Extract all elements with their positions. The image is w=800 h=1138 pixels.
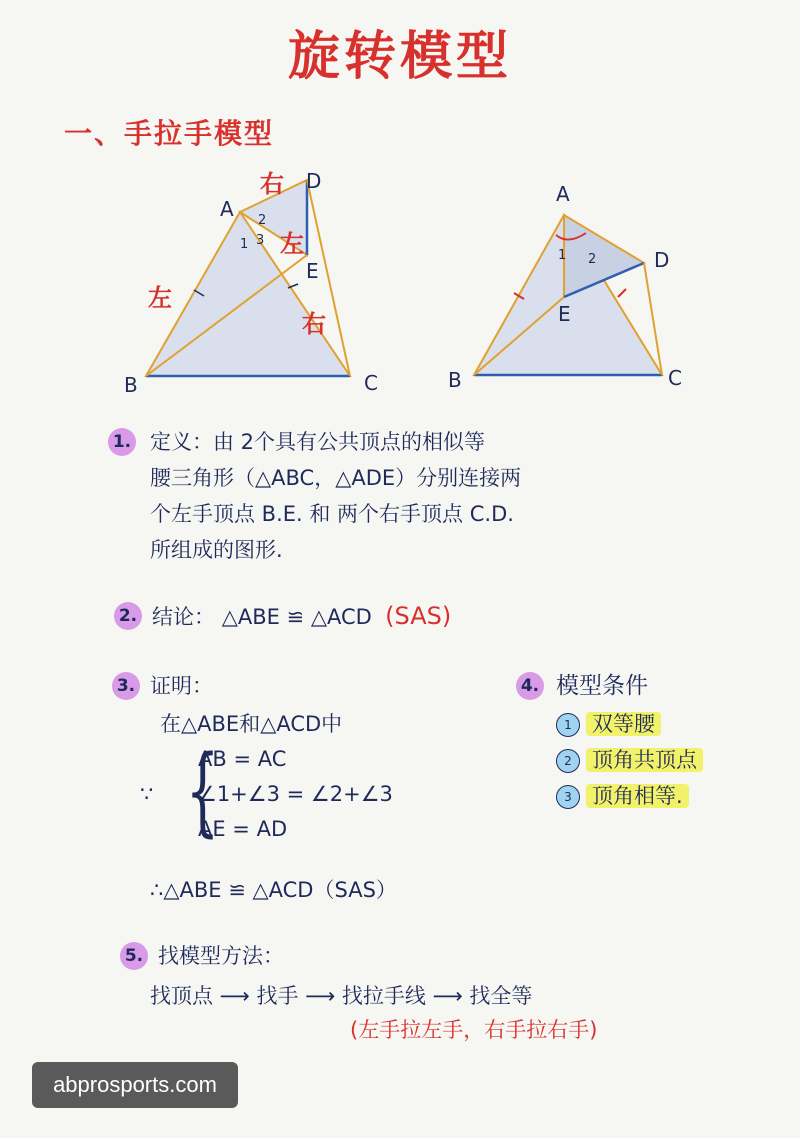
proof-line-1: AB = AC	[198, 747, 287, 771]
conditions-badge: 4.	[516, 672, 544, 700]
left-note-right-mid: 右	[302, 310, 326, 338]
proof-brace: {	[185, 735, 220, 847]
definition-line-1: 由 2个具有公共顶点的相似等	[213, 430, 486, 454]
method-badge: 5.	[120, 942, 148, 970]
condition-item-1	[556, 712, 661, 736]
watermark-badge: abprosports.com	[32, 1062, 238, 1108]
left-label-e: E	[306, 259, 319, 283]
proof-badge: 3.	[112, 672, 140, 700]
left-label-c: C	[364, 371, 378, 395]
condition-text-3: 顶角相等.	[586, 784, 689, 808]
left-note-left-mid: 左	[280, 230, 304, 258]
conclusion-text: △ABE ≌ △ACD	[221, 605, 372, 629]
conclusion-block	[152, 598, 451, 635]
conclusion-note: (SAS)	[385, 602, 452, 630]
proof-line-3: AE = AD	[198, 817, 288, 841]
definition-line-2: 腰三角形（△ABC，△ADE）分别连接两	[150, 466, 522, 490]
definition-block	[150, 424, 750, 568]
conditions-label: 模型条件	[556, 673, 648, 699]
right-label-e: E	[558, 302, 571, 326]
right-label-a: A	[556, 182, 570, 206]
proof-line-2: ∠1+∠3 = ∠2+∠3	[198, 782, 393, 806]
proof-label: 证明：	[150, 674, 213, 698]
section-title: 一、手拉手模型	[64, 117, 275, 150]
condition-num-2: 2	[556, 749, 580, 773]
left-angle-1: 1	[240, 237, 249, 252]
condition-text-2: 顶角共顶点	[586, 748, 703, 772]
right-angle-2: 2	[588, 252, 597, 267]
method-flow: 找顶点 ⟶ 找手 ⟶ 找拉手线 ⟶ 找全等	[150, 984, 533, 1008]
condition-item-2	[556, 748, 703, 772]
condition-text-1: 双等腰	[586, 712, 661, 736]
right-figure	[440, 175, 700, 405]
condition-item-3	[556, 784, 689, 808]
conclusion-badge: 2.	[114, 602, 142, 630]
definition-line-3: 个左手顶点 B.E. 和 两个右手顶点 C.D.	[150, 502, 514, 526]
right-label-d: D	[654, 248, 670, 272]
left-angle-2: 2	[258, 213, 267, 228]
left-label-a: A	[220, 197, 234, 221]
proof-because: ∵	[140, 782, 154, 806]
proof-intro: 在△ABE和△ACD中	[160, 712, 343, 736]
left-label-b: B	[124, 373, 138, 397]
left-label-d: D	[306, 169, 322, 193]
conclusion-label: 结论：	[152, 605, 215, 629]
condition-num-3: 3	[556, 785, 580, 809]
method-label: 找模型方法：	[158, 944, 284, 968]
proof-result: ∴△ABE ≌ △ACD（SAS）	[150, 878, 397, 902]
condition-num-1: 1	[556, 713, 580, 737]
right-angle-1: 1	[558, 248, 567, 263]
definition-label: 定义：	[150, 430, 213, 454]
definition-badge: 1.	[108, 428, 136, 456]
right-label-c: C	[668, 366, 682, 390]
page-title: 旋转模型	[287, 26, 512, 87]
proof-conditions	[198, 742, 393, 847]
right-tick-ac	[618, 289, 626, 297]
left-note-left: 左	[148, 284, 172, 312]
left-angle-3: 3	[256, 233, 265, 248]
right-label-b: B	[448, 368, 462, 392]
conditions-list	[556, 706, 703, 814]
method-note: (左手拉左手，右手拉右手)	[350, 1018, 598, 1042]
left-figure	[110, 160, 400, 410]
left-note-right-top: 右	[260, 170, 284, 198]
definition-line-4: 所组成的图形.	[150, 538, 283, 562]
